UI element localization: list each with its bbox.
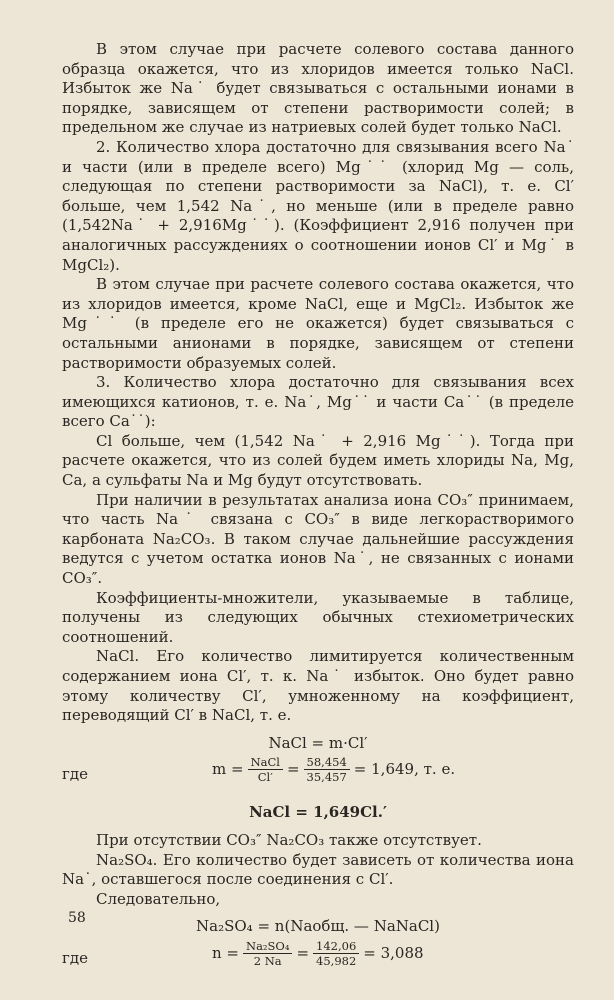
where-label: где — [62, 765, 88, 784]
formula-m-row — [62, 755, 574, 795]
fraction-denominator: 45,982 — [316, 953, 357, 968]
fraction-numerator: 58,454 — [304, 755, 350, 770]
formula-m-result: = 1,649, т. е. — [353, 760, 456, 779]
paragraph: Коэффициенты-множители, указываемые в таблице, получены из следующих обычных стехиометрических соотношений. — [62, 588, 574, 646]
fraction-numerator: NaCl — [248, 755, 283, 770]
paragraph: Следовательно, — [96, 889, 221, 908]
fraction-numerator: 142,06 — [313, 939, 359, 954]
paragraph: В этом случае при расчете солевого состава окажется, что из хлоридов имеется, кроме NaCl, еще и MgCl₂. Избыток же Mg˙˙ (в пределе его не окажется) будет связываться с остальными анионами в порядке, зависящем от степени растворимости образуемых солей. — [62, 275, 574, 372]
fraction — [248, 755, 283, 784]
fraction-denominator: Cl′ — [257, 770, 273, 785]
fraction — [304, 755, 350, 784]
paragraph: При наличии в результатах анализа иона CO₃″ принимаем, что часть Na˙ связана с CO₃″ в виде легкорастворимого карбоната Na₂CO₃. В таком случае дальнейшие рассуждения ведутся с учетом остатка ионов Na˙, не связанных с ионами CO₃″. — [62, 490, 574, 588]
fraction-numerator: Na₂SO₄ — [243, 939, 292, 954]
formula-na2so4: Na₂SO₄ = n(Naобщ. — NaNaCl) — [196, 917, 440, 936]
fraction — [243, 939, 292, 968]
page-text — [62, 40, 574, 979]
paragraph: NaCl. Его количество лимитируется количественным содержанием иона Cl′, т. к. Na˙ избыток. Оно будет равно этому количеству Cl′, умноженному на коэффициент, переводящий Cl′ в NaCl, т. е. — [62, 647, 574, 725]
equals-sign: = — [286, 760, 300, 779]
paragraph: 3. Количество хлора достаточно для связывания всех имеющихся катионов, т. е. Na˙, Mg˙˙ и части Ca˙˙ (в пределе всего Ca˙˙): — [62, 373, 574, 431]
paragraph: В этом случае при расчете солевого состава данного образца окажется, что из хлоридов имеется только NaCl. Избыток же Na˙ будет связываться с остальными ионами в порядке, зависящем от степени растворимости солей; в предельном же случае из натриевых солей будет только NaCl. — [62, 40, 574, 137]
formula-n-row — [62, 939, 574, 979]
formula-n-result: = 3,088 — [363, 943, 424, 962]
paragraph: 2. Количество хлора достаточно для связывания всего Na˙ и части (или в пределе всего) Mg˙˙ (хлорид Mg — соль, следующая по степени растворимости за NaCl), т. е. Cl′ больше, чем 1,542 Na˙, но меньше (или в пределе равно (1,542Na˙ + 2,916Mg˙˙). (Коэффициент 2,916 получен при аналогичных рассуждениях о соотношении ионов Cl′ и Mg˙ в MgCl₂). — [62, 137, 574, 274]
formula-m-lhs: m = — [212, 760, 244, 779]
formula-m — [212, 755, 455, 784]
paragraph: При отсутствии CO₃″ Na₂CO₃ также отсутствует. — [96, 830, 482, 849]
fraction-denominator: 2 Na — [253, 953, 282, 968]
paragraph: Cl больше, чем (1,542 Na˙ + 2,916 Mg˙˙). Тогда при расчете окажется, что из солей будем иметь хлориды Na, Mg, Ca, а сульфаты Na и Mg будут отсутствовать. — [62, 431, 574, 490]
page-number: 58 — [68, 910, 86, 926]
formula-n — [212, 939, 424, 968]
paragraph: Na₂SO₄. Его количество будет зависеть от количества иона Na˙, оставшегося после соединения с Cl′. — [62, 850, 574, 889]
formula-nacl-result: NaCl = 1,649Cl.′ — [249, 803, 387, 822]
fraction — [313, 939, 359, 968]
formula-n-lhs: n = — [212, 943, 239, 962]
fraction-denominator: 35,457 — [306, 770, 347, 785]
where-label: где — [62, 948, 88, 967]
equals-sign: = — [296, 943, 310, 962]
formula-nacl: NaCl = m·Cl′ — [268, 733, 368, 752]
